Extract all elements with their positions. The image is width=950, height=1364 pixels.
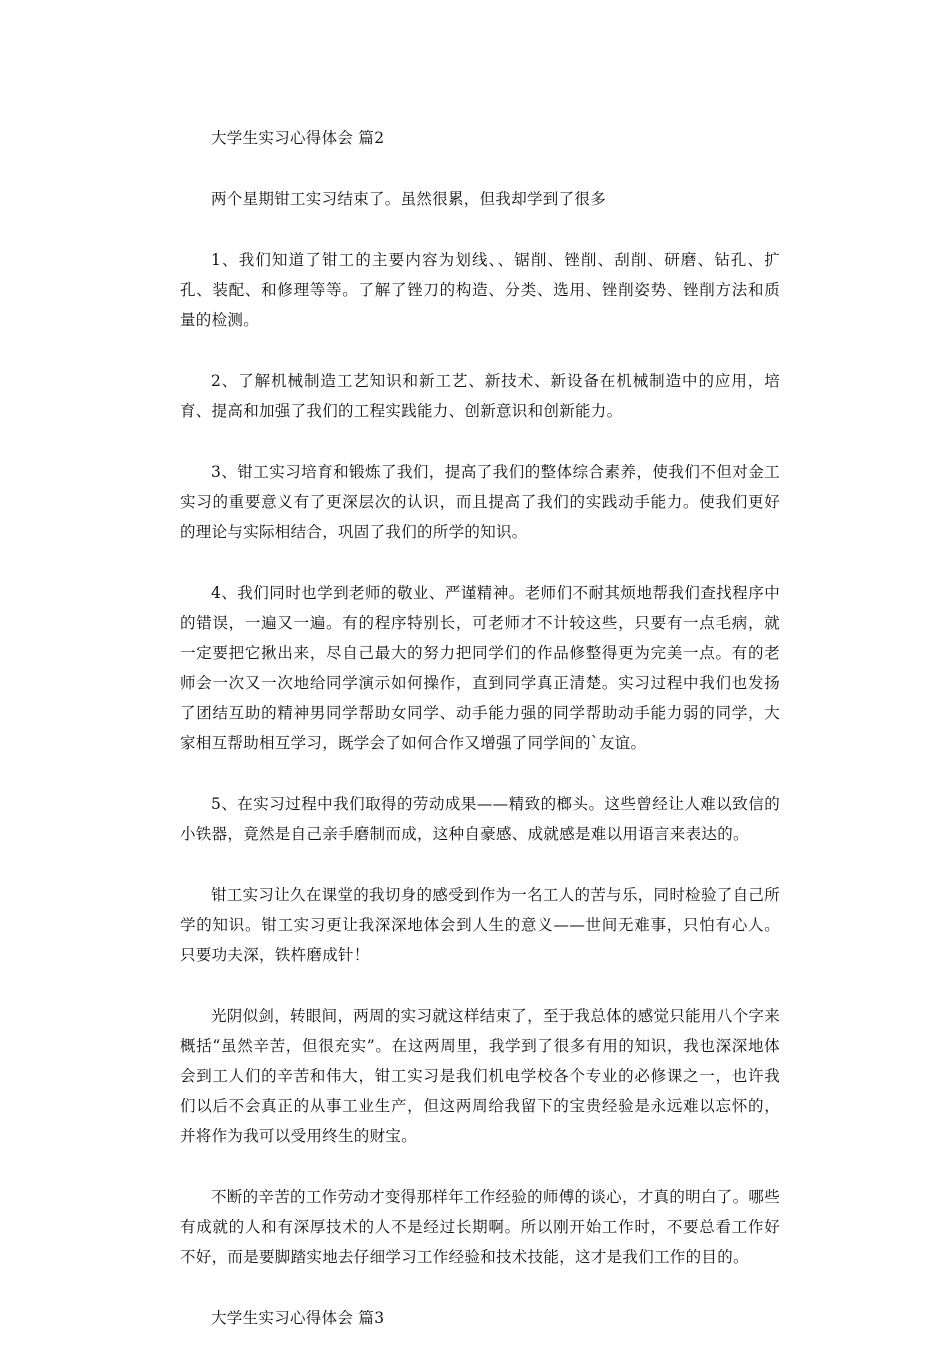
paragraph-item-4: 4、我们同时也学到老师的敬业、严谨精神。老师们不耐其烦地帮我们查找程序中的错误，一遍又一遍。有的程序特别长，可老师才不计较这些，只要有一点毛病，就一定要把它揪出来，尽自己最大的努力把同学们的作品修整得更为完美一点。有的老师会一次又一次地给同学演示如何操作，直到同学真正清楚。实习过程中我们也发扬了团结互助的精神男同学帮助女同学、动手能力强的同学帮助动手能力弱的同学，大家相互帮助相互学习，既学会了如何合作又增强了同学间的`友谊。 <box>180 584 780 752</box>
paragraph-item-3: 3、钳工实习培育和锻炼了我们，提高了我们的整体综合素养，使我们不但对金工实习的重要意义有了更深层次的认识，而且提高了我们的实践动手能力。使我们更好的理论与实际相结合，巩固了我们的所学的知识。 <box>180 463 780 541</box>
section-heading-3: 大学生实习心得体会 篇3 <box>211 1309 385 1327</box>
paragraph-reflection: 钳工实习让久在课堂的我切身的感受到作为一名工人的苦与乐，同时检验了自己所学的知识。钳工实习更让我深深地体会到人生的意义——世间无难事，只怕有心人。只要功夫深，铁杵磨成针！ <box>180 886 780 964</box>
intro-paragraph: 两个星期钳工实习结束了。虽然很累，但我却学到了很多 <box>211 190 607 208</box>
paragraph-item-5: 5、在实习过程中我们取得的劳动成果——精致的榔头。这些曾经让人难以致信的小铁器，竟然是自己亲手磨制而成，这种自豪感、成就感是难以用语言来表达的。 <box>180 795 780 843</box>
paragraph-item-1: 1、我们知道了钳工的主要内容为划线、、锯削、锉削、刮削、研磨、钻孔、扩孔、装配、和修理等等。了解了锉刀的构造、分类、选用、锉削姿势、锉削方法和质量的检测。 <box>180 251 780 329</box>
paragraph-item-2: 2、了解机械制造工艺知识和新工艺、新技术、新设备在机械制造中的应用，培育、提高和加强了我们的工程实践能力、创新意识和创新能力。 <box>180 372 780 420</box>
paragraph-conclusion: 不断的辛苦的工作劳动才变得那样年工作经验的师傅的谈心，才真的明白了。哪些有成就的人和有深厚技术的人不是经过长期啊。所以刚开始工作时，不要总看工作好不好，而是要脚踏实地去仔细学习工作经验和技术技能，这才是我们工作的目的。 <box>180 1188 780 1266</box>
section-heading-2: 大学生实习心得体会 篇2 <box>211 129 385 147</box>
document-body <box>180 123 780 1364</box>
paragraph-summary: 光阴似剑，转眼间，两周的实习就这样结束了，至于我总体的感觉只能用八个字来概括“虽然辛苦，但很充实”。在这两周里，我学到了很多有用的知识，我也深深地体会到工人们的辛苦和伟大，钳工实习是我们机电学校各个专业的必修课之一，也许我们以后不会真正的从事工业生产，但这两周给我留下的宝贵经验是永远难以忘怀的，并将作为我可以受用终生的财宝。 <box>180 1007 780 1145</box>
